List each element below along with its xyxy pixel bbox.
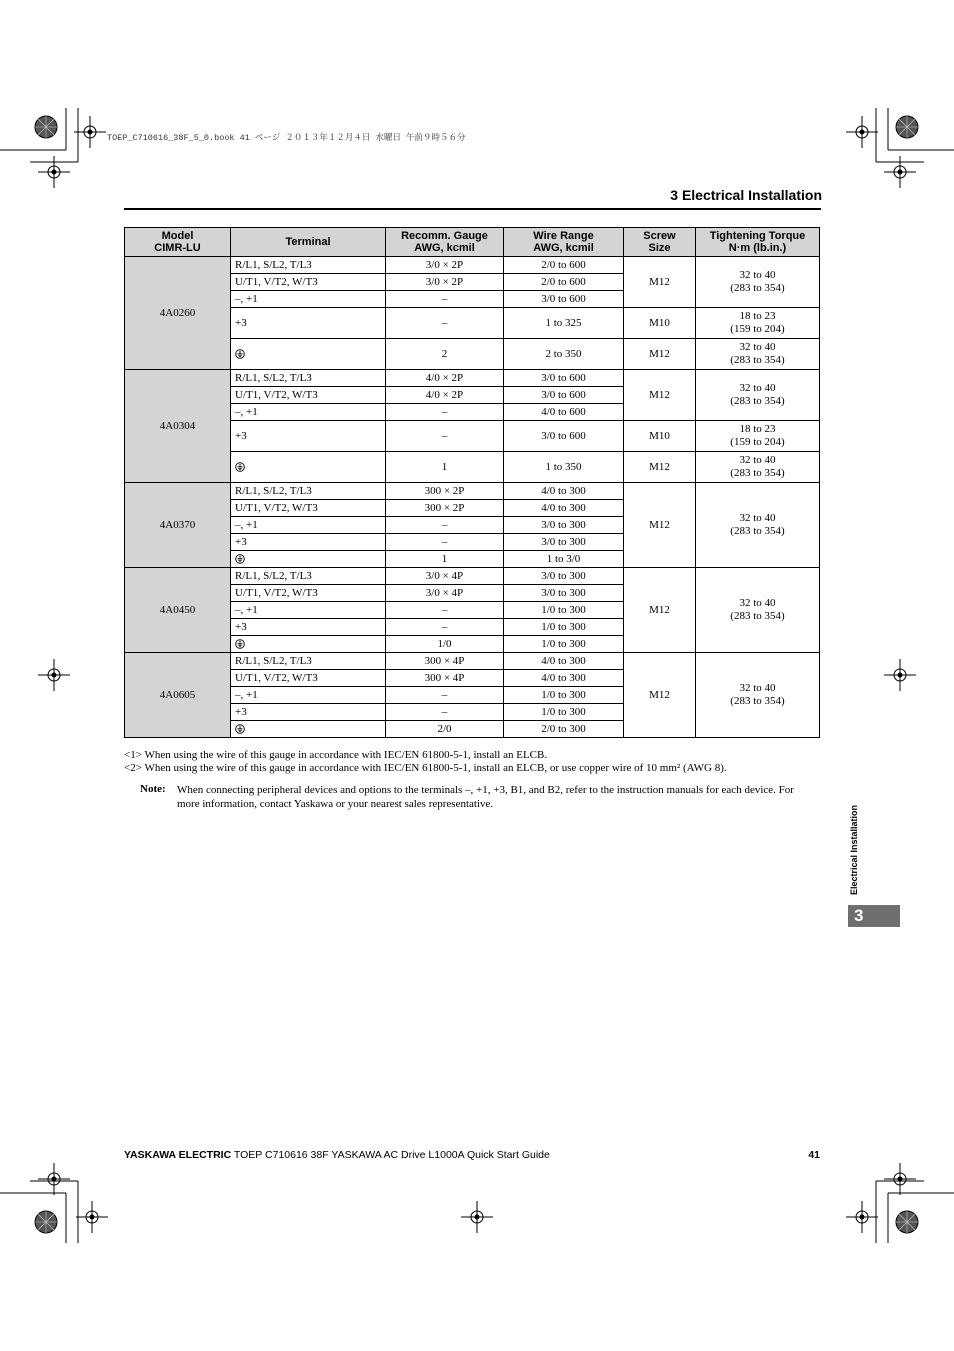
wire-range-cell: 4/0 to 300 — [504, 500, 624, 517]
wire-range-cell: 3/0 to 300 — [504, 534, 624, 551]
col-header-torque: Tightening Torque N·m (lb.in.) — [696, 228, 820, 257]
note-text: When connecting peripheral devices and options to the terminals –, +1, +3, B1, and B2, refer to the instruction manuals for each device. For more information, contact Yaskawa or your nearest sales representative. — [177, 784, 794, 810]
wire-range-cell: 2/0 to 300 — [504, 721, 624, 738]
gauge-cell: 4/0 × 2P — [386, 387, 504, 404]
table-header-row — [125, 228, 820, 257]
table-row — [125, 483, 820, 500]
model-cell: 4A0260 — [125, 257, 231, 370]
terminal-cell — [231, 339, 386, 370]
gauge-cell: 1/0 — [386, 636, 504, 653]
terminal-cell: –, +1 — [231, 291, 386, 308]
table-row — [125, 653, 820, 670]
wire-range-cell: 1/0 to 300 — [504, 636, 624, 653]
screw-size-cell: M10 — [624, 308, 696, 339]
gauge-cell: 3/0 × 4P — [386, 585, 504, 602]
gauge-cell: 300 × 2P — [386, 483, 504, 500]
gauge-cell: – — [386, 291, 504, 308]
torque-cell: 32 to 40 (283 to 354) — [696, 370, 820, 421]
wire-range-cell: 3/0 to 600 — [504, 291, 624, 308]
wire-range-cell: 1 to 350 — [504, 452, 624, 483]
terminal-cell — [231, 636, 386, 653]
model-cell: 4A0370 — [125, 483, 231, 568]
ground-icon — [235, 723, 245, 735]
wire-range-cell: 3/0 to 300 — [504, 585, 624, 602]
col-header-gauge: Recomm. Gauge AWG, kcmil — [386, 228, 504, 257]
terminal-cell: U/T1, V/T2, W/T3 — [231, 585, 386, 602]
table-row — [125, 568, 820, 585]
wire-range-cell: 1/0 to 300 — [504, 619, 624, 636]
gauge-cell: – — [386, 534, 504, 551]
torque-cell: 32 to 40 (283 to 354) — [696, 568, 820, 653]
screw-size-cell: M12 — [624, 370, 696, 421]
gauge-cell: – — [386, 687, 504, 704]
wire-gauge-table — [124, 227, 820, 738]
terminal-cell: +3 — [231, 421, 386, 452]
torque-cell: 18 to 23 (159 to 204) — [696, 308, 820, 339]
gauge-cell: 300 × 2P — [386, 500, 504, 517]
terminal-cell: U/T1, V/T2, W/T3 — [231, 670, 386, 687]
wire-range-cell: 2 to 350 — [504, 339, 624, 370]
torque-cell: 32 to 40 (283 to 354) — [696, 339, 820, 370]
table-row — [125, 370, 820, 387]
header-rule — [124, 208, 821, 210]
ground-icon — [235, 638, 245, 650]
wire-range-cell: 4/0 to 300 — [504, 483, 624, 500]
wire-range-cell: 1/0 to 300 — [504, 687, 624, 704]
torque-cell: 32 to 40 (283 to 354) — [696, 452, 820, 483]
torque-cell: 18 to 23 (159 to 204) — [696, 421, 820, 452]
screw-size-cell: M12 — [624, 653, 696, 738]
footer-brand: YASKAWA ELECTRIC — [124, 1149, 232, 1161]
gauge-cell: 2 — [386, 339, 504, 370]
wire-range-cell: 2/0 to 600 — [504, 274, 624, 291]
gauge-cell: – — [386, 421, 504, 452]
wire-range-cell: 3/0 to 600 — [504, 387, 624, 404]
chapter-tab — [848, 905, 900, 927]
footnote-1: <1> When using the wire of this gauge in accordance with IEC/EN 61800-5-1, install an ELCB. — [124, 749, 548, 761]
wire-range-cell: 1/0 to 300 — [504, 602, 624, 619]
col-header-screw-size: Screw Size — [624, 228, 696, 257]
terminal-cell: U/T1, V/T2, W/T3 — [231, 387, 386, 404]
terminal-cell: –, +1 — [231, 687, 386, 704]
wire-range-cell: 1 to 3/0 — [504, 551, 624, 568]
terminal-cell — [231, 721, 386, 738]
gauge-cell: – — [386, 404, 504, 421]
terminal-cell: U/T1, V/T2, W/T3 — [231, 274, 386, 291]
wire-range-cell: 4/0 to 600 — [504, 404, 624, 421]
gauge-cell: 1 — [386, 452, 504, 483]
gauge-cell: 300 × 4P — [386, 653, 504, 670]
terminal-cell: –, +1 — [231, 517, 386, 534]
model-cell: 4A0605 — [125, 653, 231, 738]
terminal-cell: R/L1, S/L2, T/L3 — [231, 257, 386, 274]
wire-range-cell: 3/0 to 300 — [504, 568, 624, 585]
terminal-cell: R/L1, S/L2, T/L3 — [231, 370, 386, 387]
gauge-cell: 300 × 4P — [386, 670, 504, 687]
gauge-cell: – — [386, 619, 504, 636]
table-row — [125, 257, 820, 274]
screw-size-cell: M12 — [624, 568, 696, 653]
model-cell: 4A0450 — [125, 568, 231, 653]
wire-range-cell: 3/0 to 600 — [504, 370, 624, 387]
wire-range-cell: 2/0 to 600 — [504, 257, 624, 274]
model-cell: 4A0304 — [125, 370, 231, 483]
ground-icon — [235, 461, 245, 473]
col-header-wire-range: Wire Range AWG, kcmil — [504, 228, 624, 257]
col-header-terminal: Terminal — [231, 228, 386, 257]
gauge-cell: 4/0 × 2P — [386, 370, 504, 387]
wire-range-cell: 4/0 to 300 — [504, 670, 624, 687]
gauge-cell: 2/0 — [386, 721, 504, 738]
torque-cell: 32 to 40 (283 to 354) — [696, 483, 820, 568]
gauge-cell: 3/0 × 2P — [386, 257, 504, 274]
terminal-cell — [231, 452, 386, 483]
col-header-model: Model CIMR-LU — [125, 228, 231, 257]
torque-cell: 32 to 40 (283 to 354) — [696, 257, 820, 308]
footer-doc-title: TOEP C710616 38F YASKAWA AC Drive L1000A Quick Start Guide — [233, 1149, 550, 1161]
terminal-cell: U/T1, V/T2, W/T3 — [231, 500, 386, 517]
wire-range-cell: 4/0 to 300 — [504, 653, 624, 670]
gauge-cell: 3/0 × 2P — [386, 274, 504, 291]
gauge-cell: – — [386, 602, 504, 619]
gauge-cell: – — [386, 517, 504, 534]
gauge-cell: 3/0 × 4P — [386, 568, 504, 585]
terminal-cell — [231, 551, 386, 568]
footnote-2: <2> When using the wire of this gauge in accordance with IEC/EN 61800-5-1, install an ELCB, or use copper wire of 10 mm² (AWG 8). — [124, 762, 727, 774]
screw-size-cell: M12 — [624, 257, 696, 308]
gauge-cell: 1 — [386, 551, 504, 568]
terminal-cell: +3 — [231, 704, 386, 721]
terminal-cell: –, +1 — [231, 404, 386, 421]
chapter-tab-number: 3 — [854, 906, 864, 925]
terminal-cell: –, +1 — [231, 602, 386, 619]
terminal-cell: +3 — [231, 619, 386, 636]
terminal-cell: R/L1, S/L2, T/L3 — [231, 653, 386, 670]
gauge-cell: – — [386, 308, 504, 339]
side-chapter-label: Electrical Installation — [849, 804, 859, 896]
wire-range-cell: 1 to 325 — [504, 308, 624, 339]
terminal-cell: +3 — [231, 308, 386, 339]
ground-icon — [235, 348, 245, 360]
footer-doc-info — [124, 1149, 550, 1161]
screw-size-cell: M10 — [624, 421, 696, 452]
torque-cell: 32 to 40 (283 to 354) — [696, 653, 820, 738]
wire-range-cell: 3/0 to 300 — [504, 517, 624, 534]
page-number: 41 — [808, 1149, 820, 1161]
wire-range-cell: 3/0 to 600 — [504, 421, 624, 452]
gauge-cell: – — [386, 704, 504, 721]
print-slug-line: TOEP_C710616_38F_5_0.book 41 ページ ２０１３年１２月４日 水曜日 午前９時５６分 — [107, 133, 466, 143]
ground-icon — [235, 553, 245, 565]
screw-size-cell: M12 — [624, 452, 696, 483]
screw-size-cell: M12 — [624, 339, 696, 370]
screw-size-cell: M12 — [624, 483, 696, 568]
terminal-cell: +3 — [231, 534, 386, 551]
note-label: Note: — [140, 783, 166, 795]
terminal-cell: R/L1, S/L2, T/L3 — [231, 483, 386, 500]
wire-range-cell: 1/0 to 300 — [504, 704, 624, 721]
terminal-cell: R/L1, S/L2, T/L3 — [231, 568, 386, 585]
section-title: 3 Electrical Installation — [670, 187, 822, 203]
